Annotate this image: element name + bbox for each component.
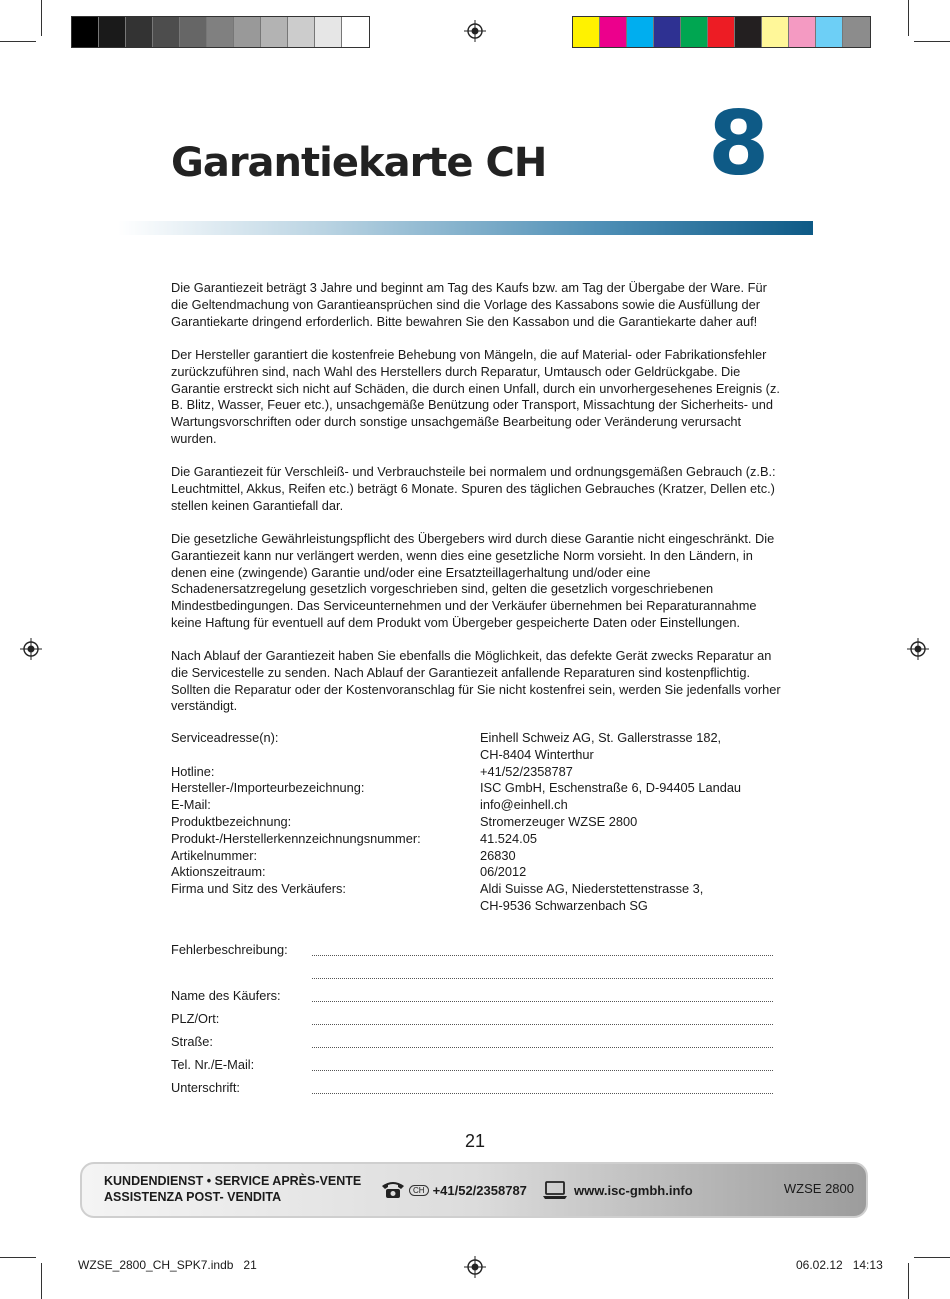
gray-swatch bbox=[126, 17, 153, 47]
form-row bbox=[171, 1034, 773, 1057]
color-swatch bbox=[762, 17, 789, 47]
crop-mark bbox=[41, 1263, 42, 1299]
crop-mark bbox=[914, 1257, 950, 1258]
color-swatch bbox=[627, 17, 654, 47]
form-row bbox=[171, 1057, 773, 1080]
form-row bbox=[171, 988, 773, 1011]
form-label: Name des Käufers: bbox=[171, 988, 281, 1003]
info-label: Produktbezeichnung: bbox=[171, 813, 292, 829]
paragraph: Die Garantiezeit beträgt 3 Jahre und beginnt am Tag des Kaufs bzw. am Tag der Übergabe der Ware. Für die Geltendmachung von Garantieansprüchen sind die Vorlage des Kassabons sowie die Ausfüllung der Garantiekarte dringend erforderlich. Bitte bewahren Sie den Kassabon und die Garantiekarte daher auf! bbox=[171, 280, 767, 329]
info-label: Serviceadresse(n): bbox=[171, 730, 279, 745]
paragraph: Die gesetzliche Gewährleistungspflicht des Übergebers wird durch diese Garantie nicht eingeschränkt. Die Garantiezeit kann nur verlängert werden, wenn dies eine gesetzliche Norm vorsieht. In den Ländern, in denen eine (zwingende) Garantie und/oder eine Ersatzteillagerhaltung und/oder eine Schadenersatzregelung gesetzlich vorgeschrieben sind, gelten die gesetzlich vorgeschriebenen Mindestbedingungen. Das Serviceunternehmen und der Verkäufer übernehmen bei Reparaturannahme keine Haftung für eventuell auf dem Produkt vom Übergeber gespeicherte Daten oder Einstellungen. bbox=[171, 531, 775, 630]
info-value: +41/52/2358787 bbox=[480, 763, 573, 779]
info-label: Hersteller-/Importeurbezeichnung: bbox=[171, 780, 365, 796]
title-gradient-bar bbox=[118, 221, 813, 235]
info-row bbox=[171, 797, 771, 814]
telephone-icon bbox=[380, 1180, 406, 1200]
form-label: Fehlerbeschreibung: bbox=[171, 942, 288, 957]
service-info-table bbox=[171, 730, 771, 915]
info-row bbox=[171, 831, 771, 848]
registration-mark-icon bbox=[20, 638, 42, 660]
color-swatch bbox=[789, 17, 816, 47]
registration-mark-icon bbox=[464, 1256, 486, 1278]
info-label: Firma und Sitz des Verkäufers: bbox=[171, 881, 346, 897]
gray-swatch bbox=[153, 17, 180, 47]
gray-swatch bbox=[342, 17, 369, 47]
info-row bbox=[171, 864, 771, 881]
website bbox=[542, 1180, 693, 1200]
gray-swatch bbox=[234, 17, 261, 47]
crop-mark bbox=[908, 1263, 909, 1299]
color-swatch bbox=[654, 17, 681, 47]
info-row bbox=[171, 730, 771, 764]
page-number: 21 bbox=[464, 1131, 486, 1151]
gray-swatch bbox=[72, 17, 99, 47]
gray-swatch bbox=[288, 17, 315, 47]
info-row bbox=[171, 848, 771, 865]
form-label: Unterschrift: bbox=[171, 1080, 240, 1095]
info-label: Artikelnummer: bbox=[171, 847, 258, 863]
color-swatch bbox=[735, 17, 762, 47]
gray-swatch bbox=[207, 17, 234, 47]
info-value: 26830 bbox=[480, 847, 516, 863]
form-row bbox=[171, 942, 773, 965]
grayscale-calibration-bar bbox=[71, 16, 370, 48]
country-badge: CH bbox=[409, 1185, 429, 1196]
info-row bbox=[171, 780, 771, 797]
buyer-name-field[interactable] bbox=[312, 1001, 773, 1002]
customer-service-label: KUNDENDIENST • SERVICE APRÈS-VENTE ASSISTENZA POST- VENDITA bbox=[104, 1174, 362, 1204]
crop-mark bbox=[908, 0, 909, 36]
hotline bbox=[380, 1180, 527, 1200]
phone-email-field[interactable] bbox=[312, 1070, 773, 1071]
chapter-number: 8 bbox=[708, 92, 770, 195]
file-slug: WZSE_2800_CH_SPK7.indb 21 bbox=[78, 1258, 257, 1272]
info-value: Aldi Suisse AG, Niederstettenstrasse 3, CH-9536 Schwarzenbach SG bbox=[480, 881, 704, 913]
gray-swatch bbox=[261, 17, 288, 47]
fault-description-field[interactable] bbox=[312, 955, 773, 956]
hotline-number: +41/52/2358787 bbox=[432, 1182, 527, 1198]
fault-description-field-2[interactable] bbox=[312, 978, 773, 979]
street-field[interactable] bbox=[312, 1047, 773, 1048]
info-label: E-Mail: bbox=[171, 797, 211, 813]
info-row bbox=[171, 764, 771, 781]
info-value: Einhell Schweiz AG, St. Gallerstrasse 182, CH-8404 Winterthur bbox=[480, 730, 722, 762]
crop-mark bbox=[41, 0, 42, 36]
paragraph: Die Garantiezeit für Verschleiß- und Verbrauchsteile bei normalem und ordnungsgemäßen Gebrauch (z.B.: Leuchtmittel, Akkus, Reifen etc.) beträgt 6 Monate. Spuren des täglichen Gebrauches (Kratzer, Dellen etc.) stellen keinen Garantiefall dar. bbox=[171, 464, 776, 513]
paragraph: Nach Ablauf der Garantiezeit haben Sie ebenfalls die Möglichkeit, das defekte Gerät zwecks Reparatur an die Servicestelle zu senden. Nach Ablauf der Garantiezeit anfallende Reparaturen sind kostenpflichtig. Sollten die Reparatur oder der Kostenvoranschlag für Sie nicht kostenfrei sein, werden Sie jedenfalls vorher verständigt. bbox=[171, 648, 781, 714]
signature-field[interactable] bbox=[312, 1093, 773, 1094]
model-name: WZSE 2800 bbox=[783, 1181, 854, 1196]
info-value: Stromerzeuger WZSE 2800 bbox=[480, 813, 638, 829]
page-title: Garantiekarte CH bbox=[171, 140, 547, 186]
crop-mark bbox=[0, 41, 36, 42]
crop-mark bbox=[914, 41, 950, 42]
paragraph: Der Hersteller garantiert die kostenfreie Behebung von Mängeln, die auf Material- oder Fabrikationsfehler zurückzuführen sind, nach Wahl des Herstellers durch Reparatur, Umtausch oder Geldrückgabe. Die Garantie erstreckt sich nicht auf Schäden, die durch einen Unfall, durch ein unvorhergesehenes Ereignis (z. B. Blitz, Wasser, Feuer etc.), unsachgemäße Benützung oder Transport, Missachtung der Sicherheits- und Wartungsvorschriften oder durch sonstige unsachgemäße Bearbeitung oder Veränderung verursacht wurden. bbox=[171, 347, 780, 446]
crop-mark bbox=[0, 1257, 36, 1258]
zip-city-field[interactable] bbox=[312, 1024, 773, 1025]
info-value: 06/2012 bbox=[480, 864, 527, 880]
form-label: Straße: bbox=[171, 1034, 213, 1049]
info-label: Hotline: bbox=[171, 763, 215, 779]
form-row bbox=[171, 965, 773, 988]
service-footer bbox=[80, 1162, 868, 1218]
info-row bbox=[171, 814, 771, 831]
color-swatch bbox=[816, 17, 843, 47]
gray-swatch bbox=[180, 17, 207, 47]
form-label: Tel. Nr./E-Mail: bbox=[171, 1057, 255, 1072]
date-slug: 06.02.12 14:13 bbox=[796, 1258, 883, 1272]
registration-mark-icon bbox=[464, 20, 486, 42]
info-label: Aktionszeitraum: bbox=[171, 864, 266, 880]
gray-swatch bbox=[315, 17, 342, 47]
color-swatch bbox=[708, 17, 735, 47]
color-swatch bbox=[843, 17, 870, 47]
laptop-icon bbox=[542, 1180, 568, 1200]
form-label: PLZ/Ort: bbox=[171, 1011, 220, 1026]
color-swatch bbox=[573, 17, 600, 47]
info-value: info@einhell.ch bbox=[480, 797, 568, 813]
info-value: ISC GmbH, Eschenstraße 6, D-94405 Landau bbox=[480, 780, 742, 796]
warranty-form bbox=[171, 942, 773, 1103]
form-row bbox=[171, 1080, 773, 1103]
color-swatch bbox=[600, 17, 627, 47]
info-label: Produkt-/Herstellerkennzeichnungsnummer: bbox=[171, 830, 421, 846]
color-calibration-bar bbox=[572, 16, 871, 48]
form-row bbox=[171, 1011, 773, 1034]
registration-mark-icon bbox=[907, 638, 929, 660]
website-link[interactable]: www.isc-gmbh.info bbox=[574, 1182, 693, 1198]
info-row bbox=[171, 881, 771, 915]
info-value: 41.524.05 bbox=[480, 830, 537, 846]
color-swatch bbox=[681, 17, 708, 47]
gray-swatch bbox=[99, 17, 126, 47]
